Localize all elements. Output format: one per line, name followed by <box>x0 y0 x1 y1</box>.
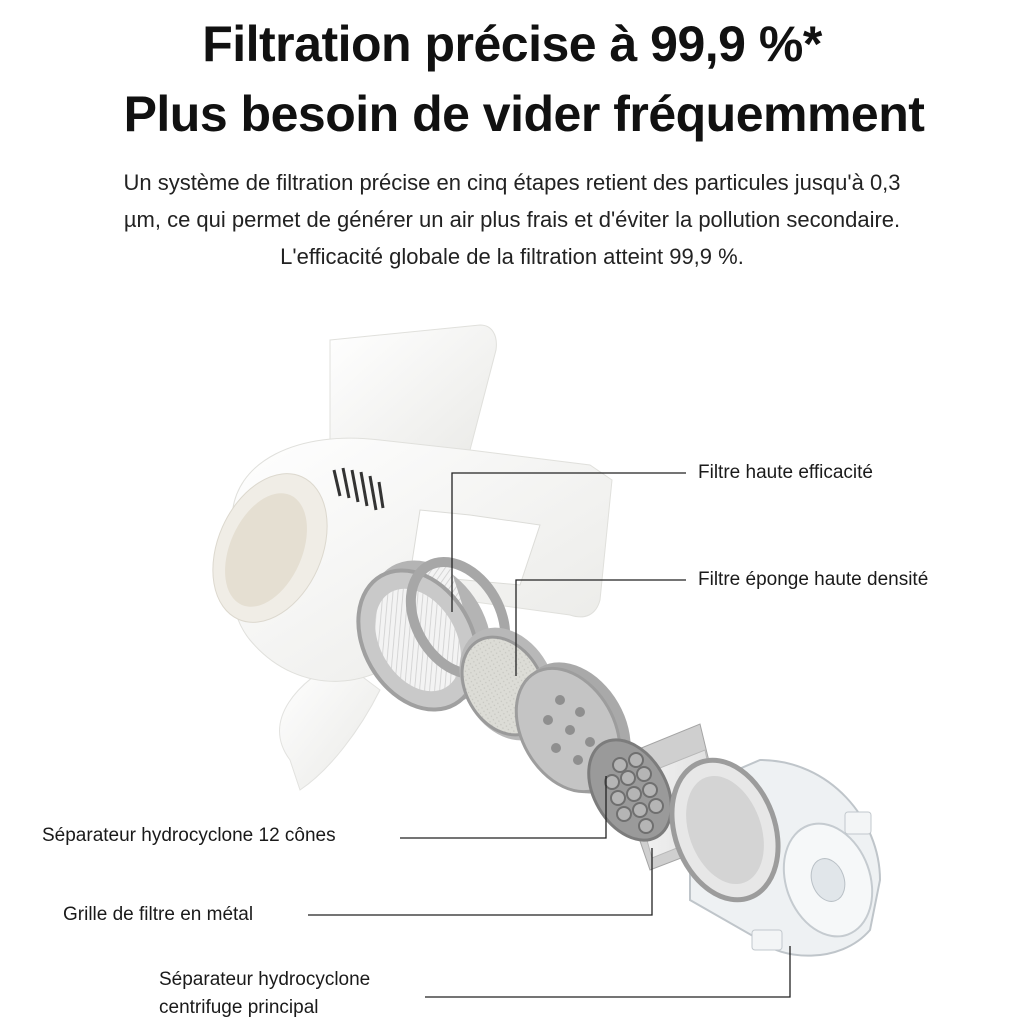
callout-hepa-filter: Filtre haute efficacité <box>698 462 873 483</box>
description-line-3: L'efficacité globale de la filtration atteint 99,9 %. <box>280 244 744 269</box>
leader-metal-grid <box>308 848 652 915</box>
headline-line-2: Plus besoin de vider fréquemment <box>123 86 925 142</box>
callout-sponge-filter: Filtre éponge haute densité <box>698 569 929 590</box>
callout-metal-grid: Grille de filtre en métal <box>63 904 254 925</box>
callout-main-cyclone-line-1: Séparateur hydrocyclone <box>159 969 371 990</box>
dust-bin <box>653 745 887 955</box>
headline-line-1: Filtration précise à 99,9 %* <box>202 16 822 72</box>
callout-main-cyclone <box>159 966 370 1022</box>
callout-main-cyclone-line-2: centrifuge principal <box>159 997 319 1018</box>
leader-main-cyclone <box>425 946 790 997</box>
description-line-1: Un système de filtration précise en cinq étapes retient des particules jusqu'à 0,3 <box>123 170 901 195</box>
callout-cyclone-12-cones: Séparateur hydrocyclone 12 cônes <box>42 825 336 846</box>
description-line-2: µm, ce qui permet de générer un air plus frais et d'éviter la pollution secondaire. <box>123 207 901 232</box>
